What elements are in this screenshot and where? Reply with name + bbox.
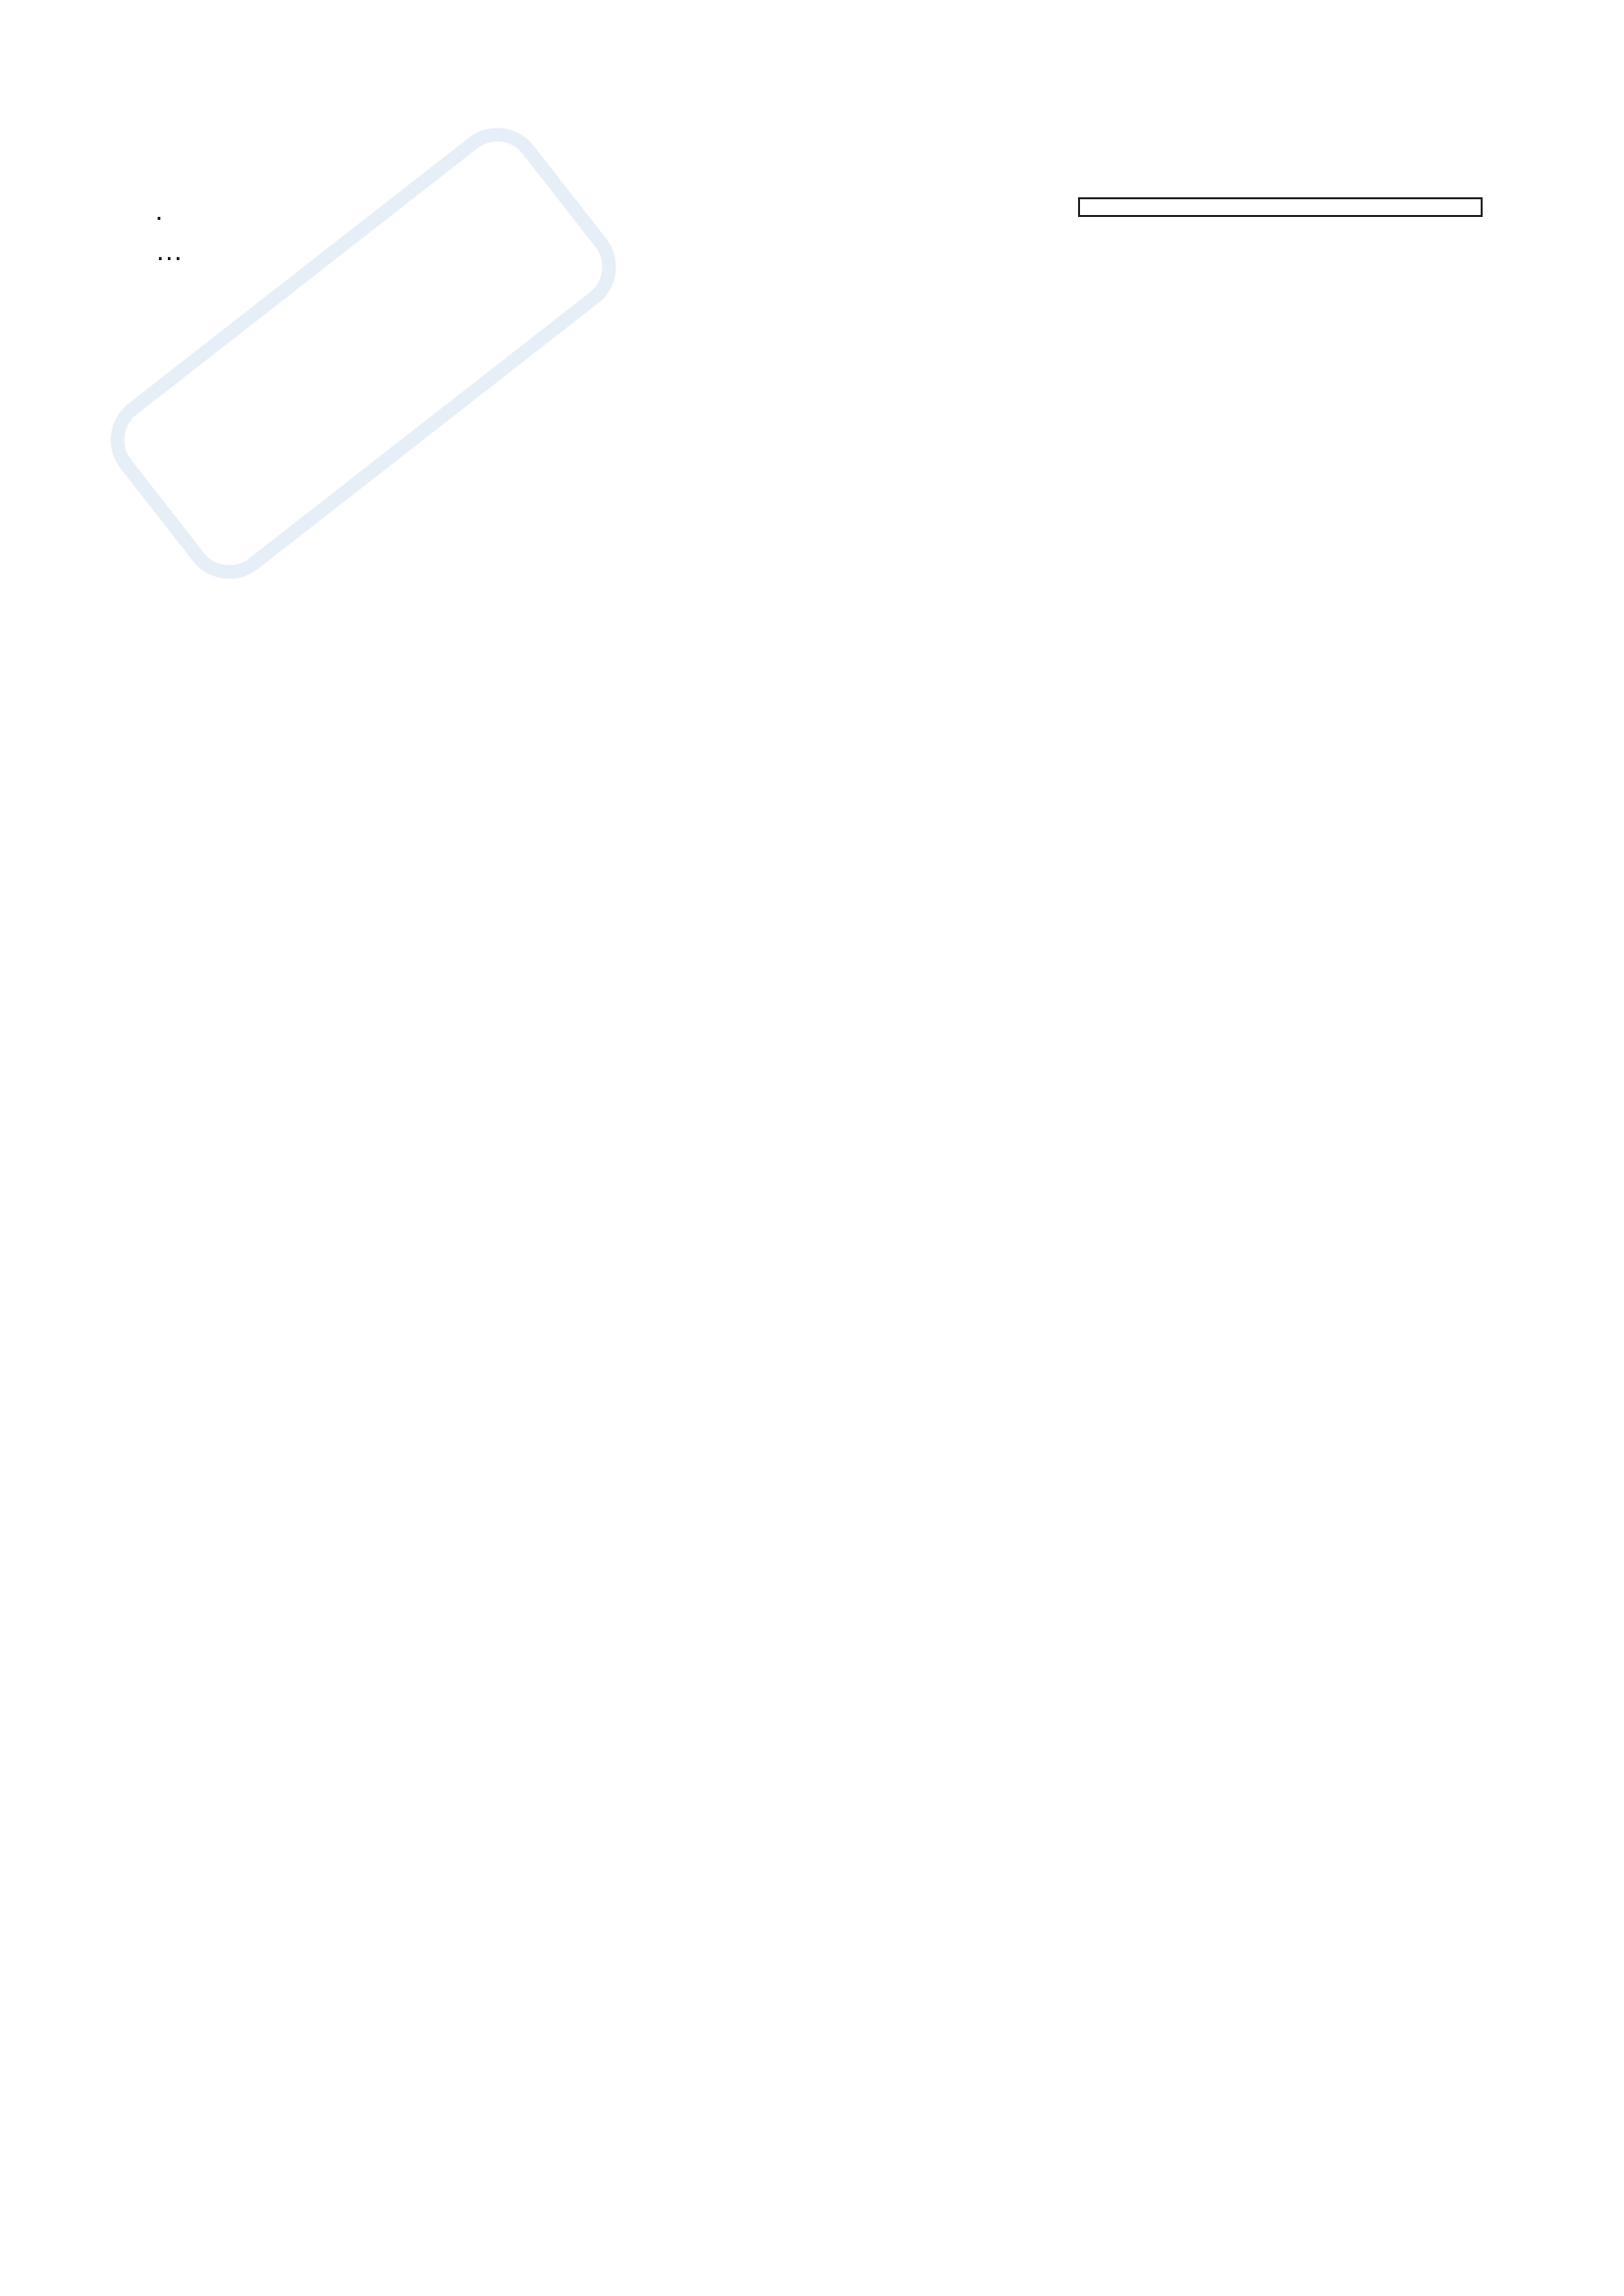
document-body: . … [155, 191, 1483, 272]
watermark-logo [29, 59, 697, 648]
note-box-1 [1078, 197, 1483, 217]
paragraph-3: . [155, 195, 163, 227]
